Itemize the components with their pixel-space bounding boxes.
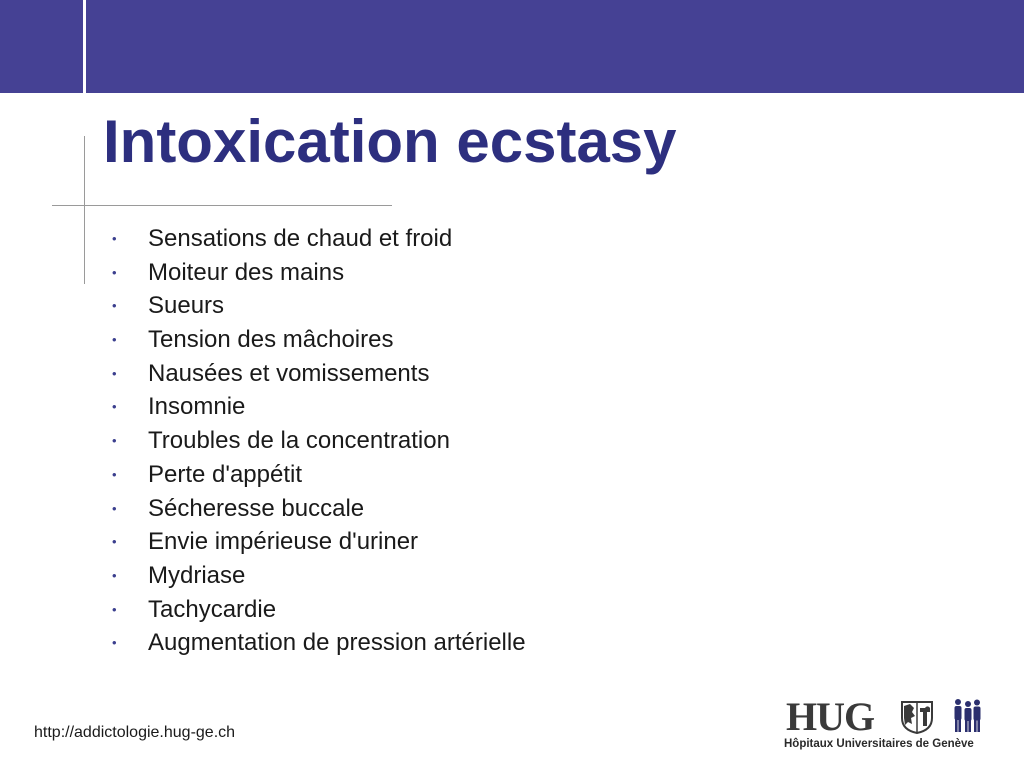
vertical-rule <box>84 136 85 284</box>
list-item-text: Troubles de la concentration <box>148 427 450 455</box>
horizontal-rule <box>52 205 392 206</box>
bullet-icon: • <box>112 332 117 348</box>
header-band-divider <box>83 0 86 93</box>
list-item-text: Mydriase <box>148 561 246 589</box>
header-band <box>0 0 1024 93</box>
list-item-text: Augmentation de pression artérielle <box>148 629 526 657</box>
bullet-icon: • <box>112 466 117 482</box>
footer-url: http://addictologie.hug-ge.ch <box>34 724 236 741</box>
list-item-text: Sensations de chaud et froid <box>148 225 453 252</box>
slide-title: Intoxication ecstasy <box>103 108 677 175</box>
bullet-icon: • <box>112 298 117 314</box>
people-figures-icon <box>952 698 982 734</box>
bullet-icon: • <box>112 264 117 280</box>
bullet-icon: • <box>112 635 117 651</box>
bullet-icon: • <box>112 433 117 449</box>
hug-logo <box>784 695 984 755</box>
bullet-icon: • <box>112 567 117 583</box>
bullet-icon: • <box>112 601 117 617</box>
bullet-icon: • <box>112 231 117 246</box>
list-item-text: Perte d'appétit <box>148 460 303 488</box>
bullet-icon: • <box>112 500 117 516</box>
list-item-text: Moiteur des mains <box>148 258 345 286</box>
list-item-text: Nausées et vomissements <box>148 359 430 387</box>
list-item-text: Tension des mâchoires <box>148 326 394 354</box>
list-item-text: Insomnie <box>148 393 246 421</box>
list-item-text: Envie impérieuse d'uriner <box>148 528 419 556</box>
logo-caption: Hôpitaux Universitaires de Genève <box>784 738 974 750</box>
list-item-text: Tachycardie <box>148 595 277 623</box>
logo-letters: HUG <box>786 694 875 739</box>
list-item-text: Sécheresse buccale <box>148 494 365 522</box>
list-item-text: Sueurs <box>148 292 225 320</box>
bullet-icon: • <box>112 365 117 381</box>
bullet-icon: • <box>112 534 117 550</box>
bullet-icon: • <box>112 399 117 415</box>
geneva-coat-of-arms-icon <box>900 700 934 734</box>
